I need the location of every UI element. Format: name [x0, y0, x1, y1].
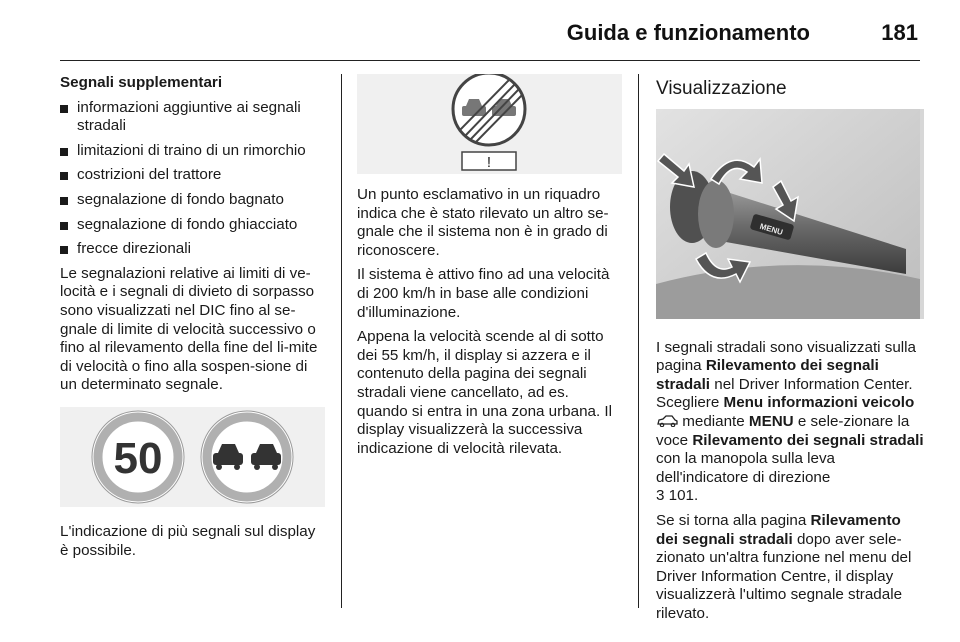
end-restriction-figure	[357, 74, 622, 174]
active-speed-paragraph: Il sistema è attivo fino ad una velocità di 200 km/h in base alle condizioni d'illuminazione.	[357, 266, 610, 321]
figure-caption: L'indicazione di più segnali sul display è possibile.	[60, 522, 316, 559]
list-item: costrizioni del trattore	[60, 166, 325, 185]
bullet-square-icon	[60, 246, 68, 254]
speed-limit-paragraph: Le segnalazioni relative ai limiti di ve-locità e i segnali di divieto di sorpasso sono visualizzati nel DIC fino al se-gnale di limite di velocità successivo o fino al rilevamento della fine del li-mite di velocità o fino alla sospen-sione di un determinato segnale.	[60, 264, 318, 394]
column-divider-1	[341, 74, 342, 608]
column-1	[60, 74, 325, 566]
bullet-square-icon	[60, 105, 68, 113]
no-overtaking-sign-icon	[201, 411, 293, 503]
column-divider-2	[638, 74, 639, 608]
list-item: frecce direzionali	[60, 240, 325, 259]
bullet-square-icon	[60, 222, 68, 230]
return-paragraph: Se si torna alla pagina Rilevamento dei segnali stradali dopo aver sele-zionato un'altra funzione nel menu del Driver Information Centre, il display visualizzerà l'ultimo segnale stradale rilevato.	[656, 511, 912, 622]
lever-menu-label: MENU	[758, 221, 784, 237]
exclamation-paragraph: Un punto esclamativo in un riquadro indica che è stato rilevato un altro se-gnale che il sistema non è in grado di riconoscere.	[357, 186, 609, 259]
header-title: Guida e funzionamento	[566, 20, 810, 45]
list-item: informazioni aggiuntive ai segnali stradali	[60, 99, 325, 136]
list-item: segnalazione di fondo bagnato	[60, 191, 325, 210]
bullet-square-icon	[60, 197, 68, 205]
column-3	[656, 80, 924, 630]
traffic-signs-figure	[60, 407, 325, 507]
indicator-lever-figure	[656, 109, 924, 319]
list-item: limitazioni di traino di un rimorchio	[60, 142, 325, 161]
bullet-square-icon	[60, 172, 68, 180]
visualization-paragraph: I segnali stradali sono visualizzati sulla pagina Rilevamento dei segnali stradali nel Driver Information Center. Scegliere Menu informazioni veicolo mediante MENU e sele-zionare la voce Rilevamento dei segnali stradali con la manopola sulla leva dell'indicatore di direzione 3 101.	[656, 338, 924, 505]
list-item: segnalazione di fondo ghiacciato	[60, 216, 325, 235]
exclamation-mark: !	[486, 154, 492, 171]
end-no-overtaking-sign-icon	[453, 74, 525, 145]
section-title: Segnali supplementari	[60, 74, 223, 91]
page-reference: 3 101.	[656, 487, 699, 505]
page-number: 181	[881, 20, 918, 45]
header-divider	[60, 60, 920, 61]
bullet-square-icon	[60, 148, 68, 156]
column-2	[357, 80, 622, 464]
bullet-list	[60, 99, 325, 259]
car-icon	[656, 413, 678, 430]
speed-limit-sign-icon	[92, 411, 184, 503]
speed-limit-value: 50	[113, 433, 163, 483]
reset-paragraph: Appena la velocità scende al di sotto dei 55 km/h, il display si azzera e il contenuto della pagina dei segnali stradali viene cancellato, ad es. quando si entra in una zona urbana. Il display visualizzerà la successiva indicazione di velocità rilevata.	[357, 328, 612, 457]
section-title-visualizzazione: Visualizzazione	[656, 78, 787, 99]
